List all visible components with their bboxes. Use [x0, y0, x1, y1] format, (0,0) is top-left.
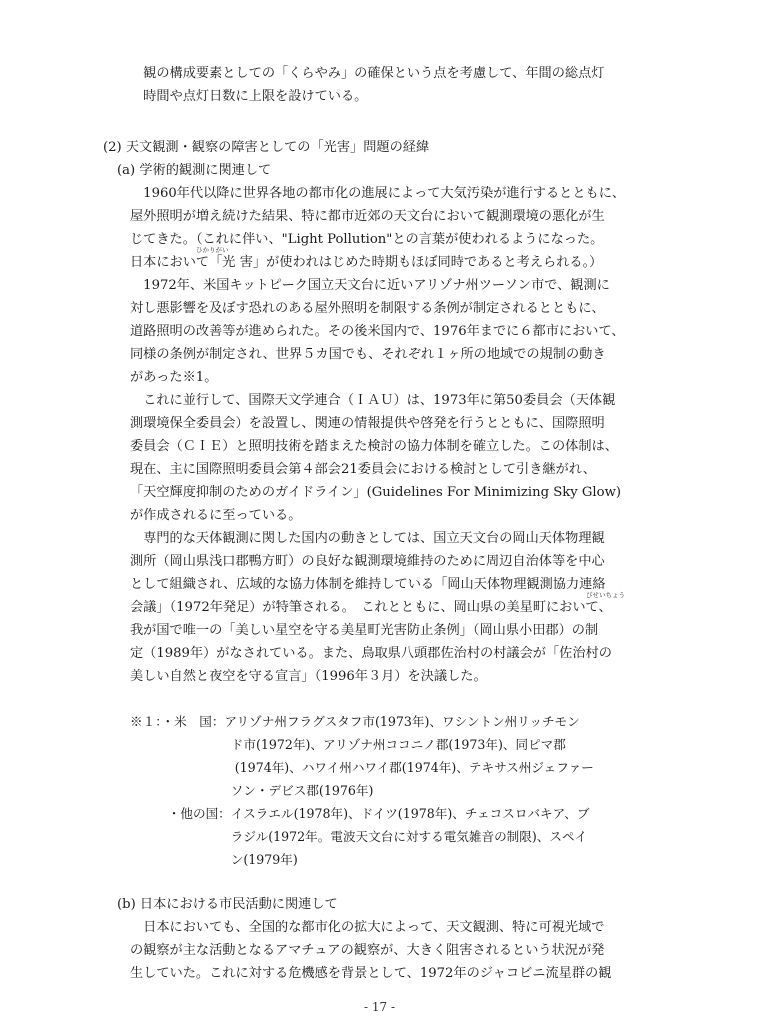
footnote-block: [130, 710, 697, 871]
ruby-annotation: ひかりがい: [196, 246, 229, 254]
text-line: 屋外照明が増え続けた結果、特に都市近郊の天文台において観測環境の悪化が生: [130, 209, 605, 224]
text-line: として組織され、広域的な協力体制を維持している「岡山天体物理観測協力連絡: [130, 577, 606, 592]
text-line: 会議」（1972年発足）が特筆される。 これとともに、岡山県の美星町において、: [130, 600, 612, 615]
text-line-with-ruby: [130, 246, 697, 274]
text-line: 同様の条例が制定され、世界５カ国でも、それぞれ１ヶ所の地域での規制の動き: [130, 347, 606, 362]
text-line: が作成されるに至っている。: [130, 508, 302, 523]
footnote-line: ラジル(1972年。電波天文台に対する電気雑音の制限)、スペイ: [130, 829, 588, 844]
text-line: 日本において「光 害」が使われはじめた時期もほぼ同時であると考えられる。）: [130, 255, 603, 270]
text-line: 測環境保全委員会）を設置し、関連の情報提供や啓発を行うとともに、国際照明: [130, 416, 605, 431]
text-line-with-ruby: [130, 591, 697, 619]
text-line: 委員会（ＣＩＥ）と照明技術を踏まえた検討の協力体制を確立した。この体制は、: [130, 439, 618, 454]
section-a-body: [130, 182, 697, 688]
section-heading: (2) 天文観測・観察の障害としての「光害」問題の経緯: [103, 140, 430, 155]
text-line: 我が国で唯一の「美しい星空を守る美星町光害防止条例」（岡山県小田郡）の制: [130, 623, 599, 638]
text-line: 生していた。これに対する危機感を背景として、1972年のジャコビニ流星群の観: [130, 966, 612, 981]
text-line: があった※1。: [130, 370, 218, 385]
footnote-line: ド市(1972年)、アリゾナ州ココニノ郡(1973年)、同ピマ郡: [130, 737, 566, 752]
text-line: 観の構成要素としての「くらやみ」の確保という点を考慮して、年間の総点灯: [130, 66, 605, 81]
text-line: これに並行して、国際天文学連合（ＩＡＵ）は、1973年に第50委員会（天体観: [130, 393, 616, 408]
text-line: 道路照明の改善等が進められた。その後米国内で、1976年までに６都市において、: [130, 324, 625, 339]
text-line: じてきた。（これに伴い、"Light Pollution"との言葉が使われるようになった。: [130, 232, 604, 247]
subsection-heading-a: (a) 学術的観測に関連して: [117, 163, 272, 178]
text-line: 1972年、米国キットピーク国立天文台に近いアリゾナ州ツーソン市で、観測に: [130, 278, 610, 293]
text-line: 対し悪影響を及ぼす恐れのある屋外照明を制限する条例が制定されるとともに、: [130, 301, 605, 316]
text-line: 現在、主に国際照明委員会第４部会21委員会における検討として引き継がれ、: [130, 462, 596, 477]
section-b-body: [130, 916, 697, 985]
text-line: 専門的な天体観測に関した国内の動きとしては、国立天文台の岡山天体物理観: [130, 531, 605, 546]
text-line: 1960年代以降に世界各地の都市化の進展によって大気汚染が進行するとともに、: [130, 186, 626, 201]
text-line: 美しい自然と夜空を守る宣言」（1996年３月）を決議した。: [130, 669, 487, 684]
text-line: の観察が主な活動となるアマチュアの観察が、大きく阻害されるという状況が発: [130, 943, 605, 958]
footnote-line: ン(1979年): [130, 852, 298, 867]
subsection-heading-b: (b) 日本における市民活動に関連して: [117, 897, 338, 912]
footnote-line: ・他の国：イスラエル(1978年)、ドイツ(1978年)、チェコスロバキア、ブ: [130, 806, 590, 821]
text-line: 日本においても、全国的な都市化の拡大によって、天文観測、特に可視光域で: [130, 920, 605, 935]
footnote-line: (1974年)、ハワイ州ハワイ郡(1974年)、テキサス州ジェファー: [130, 760, 594, 775]
text-line: 時間や点灯日数に上限を設けている。: [130, 89, 368, 104]
page-number: - 17 -: [363, 1000, 395, 1014]
text-line: 定（1989年）がなされている。また、鳥取県八頭郡佐治村の村議会が「佐治村の: [130, 646, 612, 661]
footnote-line: ソン・デビス郡(1976年): [130, 783, 374, 798]
text-line: 測所（岡山県浅口郡鴨方町）の良好な観測環境維持のために周辺自治体等を中心: [130, 554, 605, 569]
footnote-line: ※１：・米 国：アリゾナ州フラグスタフ市(1973年)、ワシントン州リッチモン: [130, 714, 580, 729]
intro-paragraph: [130, 62, 697, 108]
text-line: 「天空輝度抑制のためのガイドライン」(Guidelines For Minimizing Sky Glow): [130, 485, 622, 500]
ruby-annotation: びせいちょう: [586, 591, 625, 599]
